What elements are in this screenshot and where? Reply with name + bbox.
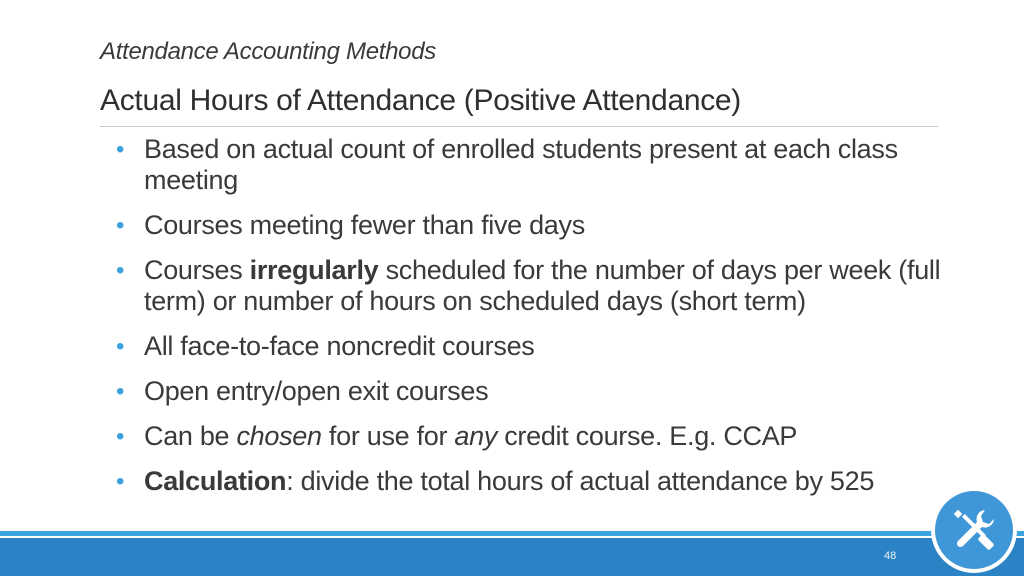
bullet-marker: • — [116, 257, 125, 284]
bullet-text: All face-to-face noncredit courses — [144, 331, 535, 361]
bullet-text: chosen — [236, 421, 322, 451]
bullet-marker: • — [116, 212, 125, 239]
bullet-item — [116, 421, 976, 452]
bullet-marker: • — [116, 136, 125, 163]
bullet-item — [116, 134, 976, 196]
footer-band — [0, 538, 1024, 576]
bullet-marker: • — [116, 378, 125, 405]
bullet-text: irregularly — [249, 255, 379, 285]
bullet-list — [116, 134, 976, 511]
title-divider — [100, 126, 938, 127]
bullet-text: Open entry/open exit courses — [144, 376, 489, 406]
bullet-text: : divide the total hours of actual attendance by 525 — [286, 466, 875, 496]
tools-badge — [935, 491, 1013, 569]
bullet-marker: • — [116, 468, 125, 495]
bullet-item — [116, 210, 976, 241]
bullet-marker: • — [116, 333, 125, 360]
bullet-item — [116, 331, 976, 362]
bullet-item — [116, 255, 976, 317]
bullet-text: for use for — [321, 421, 455, 451]
bullet-marker: • — [116, 423, 125, 450]
footer-accent-line — [0, 531, 1024, 536]
bullet-text: Courses — [144, 255, 250, 285]
bullet-text: any — [454, 421, 498, 451]
page-number: 48 — [884, 550, 897, 562]
bullet-text: Courses meeting fewer than five days — [144, 210, 585, 240]
bullet-text: Based on actual count of enrolled students present at each class meeting — [144, 134, 898, 195]
bullet-item — [116, 376, 976, 407]
tools-icon — [952, 508, 996, 552]
bullet-text: credit course. E.g. CCAP — [497, 421, 798, 451]
bullet-text: Can be — [144, 421, 237, 451]
bullet-item — [116, 466, 976, 497]
bullet-text: Calculation — [144, 466, 287, 496]
bullet-text: scheduled for the number of days per week (full term) or number of hours on scheduled days (short term) — [144, 255, 941, 316]
slide-subtitle: Attendance Accounting Methods — [100, 38, 436, 65]
slide-heading: Actual Hours of Attendance (Positive Attendance) — [100, 84, 741, 117]
